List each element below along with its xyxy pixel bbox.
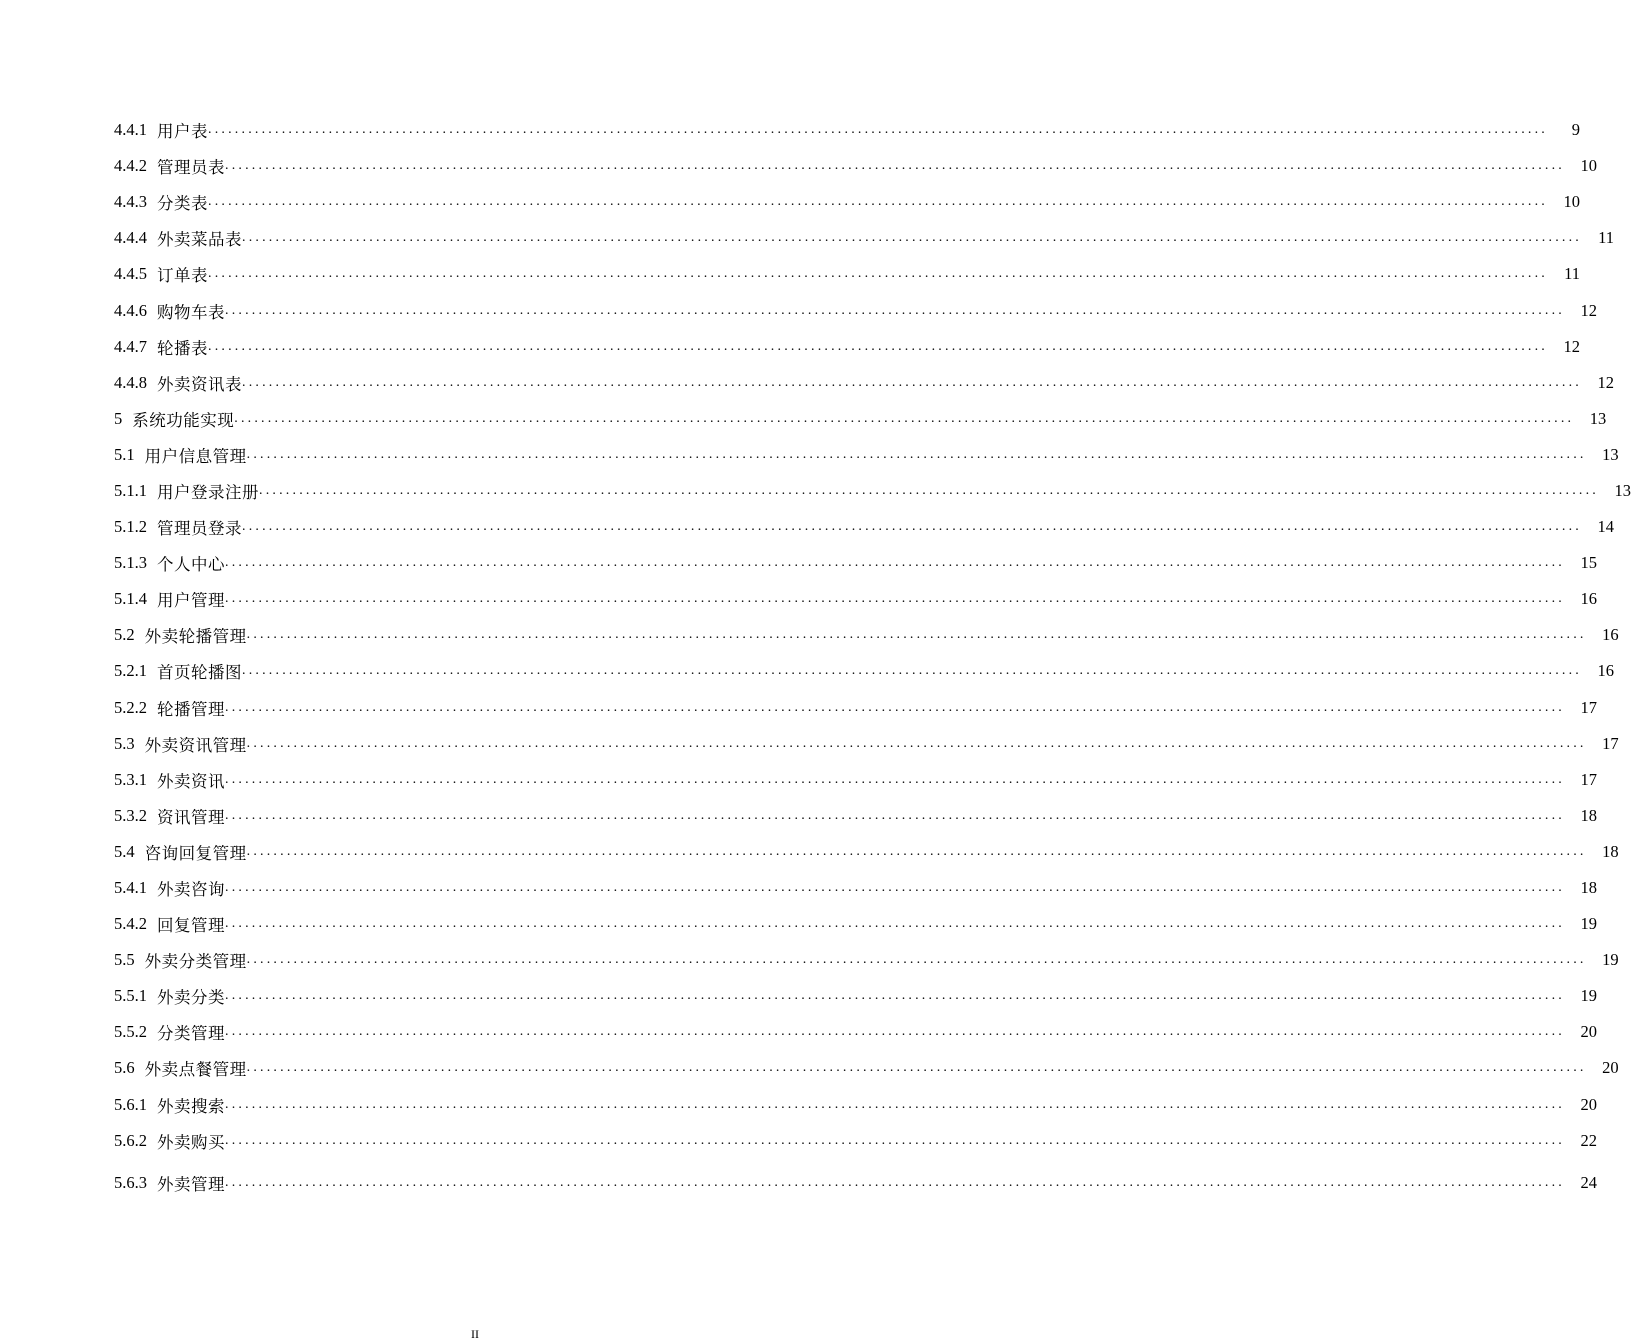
toc-entry-title: 外卖点餐管理 (144, 1060, 247, 1080)
toc-entry[interactable] (114, 726, 1619, 762)
toc-entry-page: 18 (1580, 878, 1597, 898)
toc-entry-number: 5.1 (114, 444, 135, 464)
toc-entry[interactable] (114, 978, 1597, 1014)
toc-entry-title: 用户管理 (157, 591, 225, 611)
toc-entry-page: 16 (1580, 589, 1597, 609)
toc-entry-title: 管理员登录 (157, 519, 242, 539)
toc-entry-page: 10 (1580, 156, 1597, 176)
toc-dot-leader: ........................................................................................................................................................................................................ (208, 122, 1548, 138)
toc-dot-leader: ........................................................................................................................................................................................................ (225, 771, 1565, 787)
toc-entry[interactable] (114, 581, 1597, 617)
toc-entry-page: 20 (1580, 1022, 1597, 1042)
toc-entry[interactable] (114, 617, 1619, 653)
toc-entry-page: 17 (1580, 697, 1597, 717)
toc-entry-number: 5.6 (114, 1058, 135, 1078)
toc-entry-page: 12 (1563, 336, 1580, 356)
toc-entry-title: 外卖管理 (157, 1174, 225, 1194)
toc-entry-page: 15 (1580, 553, 1597, 573)
toc-entry-title: 轮播表 (157, 338, 208, 358)
toc-dot-leader: ........................................................................................................................................................................................................ (234, 410, 1575, 426)
toc-entry-title: 分类管理 (157, 1024, 225, 1044)
toc-entry-title: 外卖菜品表 (157, 230, 242, 250)
toc-dot-leader: ........................................................................................................................................................................................................ (259, 482, 1599, 498)
toc-entry-number: 5.5 (114, 950, 135, 970)
toc-entry[interactable] (114, 653, 1614, 689)
toc-entry-number: 4.4.8 (114, 372, 147, 392)
toc-entry-page: 10 (1563, 192, 1580, 212)
toc-entry[interactable] (114, 1014, 1597, 1050)
toc-dot-leader: ........................................................................................................................................................................................................ (246, 843, 1587, 859)
toc-entry[interactable] (114, 870, 1597, 906)
toc-dot-leader: ........................................................................................................................................................................................................ (225, 807, 1565, 823)
toc-entry-title: 系统功能实现 (132, 410, 235, 430)
toc-entry-title: 外卖分类管理 (144, 952, 247, 972)
toc-entry-number: 5.6.1 (114, 1094, 147, 1114)
toc-dot-leader: ........................................................................................................................................................................................................ (208, 194, 1548, 210)
page-number-footer: II (471, 1327, 479, 1341)
toc-entry-title: 外卖咨询 (157, 880, 225, 900)
toc-entry-title: 咨询回复管理 (144, 843, 247, 863)
toc-entry-title: 订单表 (157, 266, 208, 286)
toc-entry[interactable] (114, 906, 1597, 942)
toc-dot-leader: ........................................................................................................................................................................................................ (242, 374, 1582, 390)
toc-entry-number: 5.3.2 (114, 805, 147, 825)
toc-entry-page: 16 (1602, 625, 1619, 645)
toc-entry-title: 外卖资讯表 (157, 374, 242, 394)
toc-entry-number: 5.6.2 (114, 1130, 147, 1150)
toc-dot-leader: ........................................................................................................................................................................................................ (225, 699, 1565, 715)
toc-entry-page: 22 (1580, 1130, 1597, 1150)
toc-entry-number: 5.1.3 (114, 553, 147, 573)
toc-entry[interactable] (114, 184, 1580, 220)
toc-dot-leader: ........................................................................................................................................................................................................ (242, 230, 1582, 246)
toc-entry[interactable] (114, 545, 1597, 581)
toc-entry-title: 外卖搜索 (157, 1096, 225, 1116)
toc-entry-title: 外卖分类 (157, 988, 225, 1008)
toc-entry[interactable] (114, 1123, 1597, 1159)
toc-entry-number: 4.4.2 (114, 156, 147, 176)
toc-entry-title: 分类表 (157, 194, 208, 214)
toc-dot-leader: ........................................................................................................................................................................................................ (225, 1096, 1565, 1112)
toc-entry-page: 13 (1614, 480, 1631, 500)
toc-entry-number: 5 (114, 408, 123, 428)
toc-entry-number: 5.2 (114, 625, 135, 645)
toc-entry-title: 用户表 (157, 122, 208, 142)
toc-entry-number: 5.4 (114, 841, 135, 861)
toc-entry-page: 20 (1580, 1094, 1597, 1114)
toc-entry[interactable] (114, 762, 1597, 798)
toc-entry-page: 19 (1580, 986, 1597, 1006)
toc-entry-number: 5.3 (114, 733, 135, 753)
toc-entry-number: 5.1.1 (114, 480, 147, 500)
toc-entry-number: 4.4.4 (114, 228, 147, 248)
toc-dot-leader: ........................................................................................................................................................................................................ (242, 519, 1582, 535)
toc-dot-leader: ........................................................................................................................................................................................................ (246, 1060, 1587, 1076)
toc-dot-leader: ........................................................................................................................................................................................................ (225, 1132, 1565, 1148)
toc-dot-leader: ........................................................................................................................................................................................................ (225, 158, 1565, 174)
toc-dot-leader: ........................................................................................................................................................................................................ (246, 735, 1587, 751)
toc-dot-leader: ........................................................................................................................................................................................................ (225, 880, 1565, 896)
toc-entry-page: 11 (1598, 228, 1614, 248)
toc-entry[interactable] (114, 256, 1580, 292)
toc-dot-leader: ........................................................................................................................................................................................................ (246, 446, 1587, 462)
toc-entry[interactable] (114, 112, 1580, 148)
toc-entry[interactable] (114, 401, 1607, 437)
toc-entry-title: 首页轮播图 (157, 663, 242, 683)
toc-entry-number: 4.4.5 (114, 264, 147, 284)
toc-entry[interactable] (114, 292, 1597, 328)
toc-entry-page: 16 (1597, 661, 1614, 681)
toc-entry-number: 4.4.6 (114, 300, 147, 320)
toc-entry[interactable] (114, 1050, 1619, 1086)
toc-entry[interactable] (114, 365, 1614, 401)
toc-entry[interactable] (114, 1087, 1597, 1123)
toc-entry-page: 12 (1597, 372, 1614, 392)
toc-entry-number: 5.2.2 (114, 697, 147, 717)
toc-entry[interactable] (114, 690, 1597, 726)
toc-entry[interactable] (114, 1159, 1597, 1203)
toc-dot-leader: ........................................................................................................................................................................................................ (242, 663, 1582, 679)
toc-entry-page: 19 (1602, 950, 1619, 970)
toc-dot-leader: ........................................................................................................................................................................................................ (208, 266, 1548, 282)
toc-entry-title: 外卖轮播管理 (144, 627, 247, 647)
toc-entry-page: 9 (1571, 120, 1580, 140)
toc-dot-leader: ........................................................................................................................................................................................................ (225, 591, 1565, 607)
toc-entry-page: 13 (1589, 408, 1607, 428)
toc-entry-page: 20 (1602, 1058, 1619, 1078)
toc-entry-page: 17 (1580, 769, 1597, 789)
toc-entry[interactable] (114, 509, 1614, 545)
toc-dot-leader: ........................................................................................................................................................................................................ (225, 555, 1565, 571)
toc-entry-page: 17 (1602, 733, 1619, 753)
toc-dot-leader: ........................................................................................................................................................................................................ (225, 1174, 1565, 1190)
toc-dot-leader: ........................................................................................................................................................................................................ (208, 338, 1548, 354)
toc-entry-title: 外卖资讯管理 (144, 735, 247, 755)
toc-entry-page: 14 (1597, 517, 1614, 537)
toc-entry-number: 5.1.2 (114, 517, 147, 537)
toc-entry-number: 5.4.2 (114, 914, 147, 934)
toc-entry[interactable] (114, 148, 1597, 184)
toc-entry-title: 外卖资讯 (157, 771, 225, 791)
toc-entry-number: 5.2.1 (114, 661, 147, 681)
toc-entry-number: 4.4.7 (114, 336, 147, 356)
toc-entry[interactable] (114, 329, 1580, 365)
toc-entry-title: 资讯管理 (157, 807, 225, 827)
toc-entry-page: 18 (1602, 841, 1619, 861)
toc-entry-title: 用户信息管理 (144, 446, 247, 466)
toc-entry-number: 5.1.4 (114, 589, 147, 609)
toc-entry-page: 24 (1580, 1172, 1597, 1192)
toc-entry[interactable] (114, 437, 1619, 473)
toc-entry[interactable] (114, 834, 1619, 870)
toc-entry-title: 轮播管理 (157, 699, 225, 719)
toc-entry-title: 用户登录注册 (157, 482, 259, 502)
toc-entry-page: 19 (1580, 914, 1597, 934)
toc-entry-page: 13 (1602, 444, 1619, 464)
toc-entry-number: 4.4.1 (114, 120, 147, 140)
toc-entry[interactable] (114, 942, 1619, 978)
toc-entry[interactable] (114, 473, 1631, 509)
toc-entry-page: 11 (1564, 264, 1580, 284)
toc-entry-title: 个人中心 (157, 555, 225, 575)
toc-dot-leader: ........................................................................................................................................................................................................ (246, 952, 1587, 968)
toc-entry[interactable] (114, 798, 1597, 834)
toc-entry-title: 管理员表 (157, 158, 225, 178)
toc-entry-title: 购物车表 (157, 302, 225, 322)
toc-dot-leader: ........................................................................................................................................................................................................ (246, 627, 1587, 643)
table-of-contents (114, 112, 1631, 1203)
toc-entry-number: 5.5.2 (114, 1022, 147, 1042)
toc-entry-number: 4.4.3 (114, 192, 147, 212)
toc-entry-number: 5.4.1 (114, 878, 147, 898)
toc-dot-leader: ........................................................................................................................................................................................................ (225, 1024, 1565, 1040)
toc-entry[interactable] (114, 220, 1614, 256)
toc-dot-leader: ........................................................................................................................................................................................................ (225, 302, 1565, 318)
toc-entry-number: 5.3.1 (114, 769, 147, 789)
toc-entry-title: 外卖购买 (157, 1132, 225, 1152)
toc-entry-title: 回复管理 (157, 916, 225, 936)
toc-entry-number: 5.6.3 (114, 1172, 147, 1192)
toc-dot-leader: ........................................................................................................................................................................................................ (225, 988, 1565, 1004)
toc-dot-leader: ........................................................................................................................................................................................................ (225, 916, 1565, 932)
toc-entry-page: 12 (1580, 300, 1597, 320)
toc-entry-number: 5.5.1 (114, 986, 147, 1006)
toc-entry-page: 18 (1580, 805, 1597, 825)
